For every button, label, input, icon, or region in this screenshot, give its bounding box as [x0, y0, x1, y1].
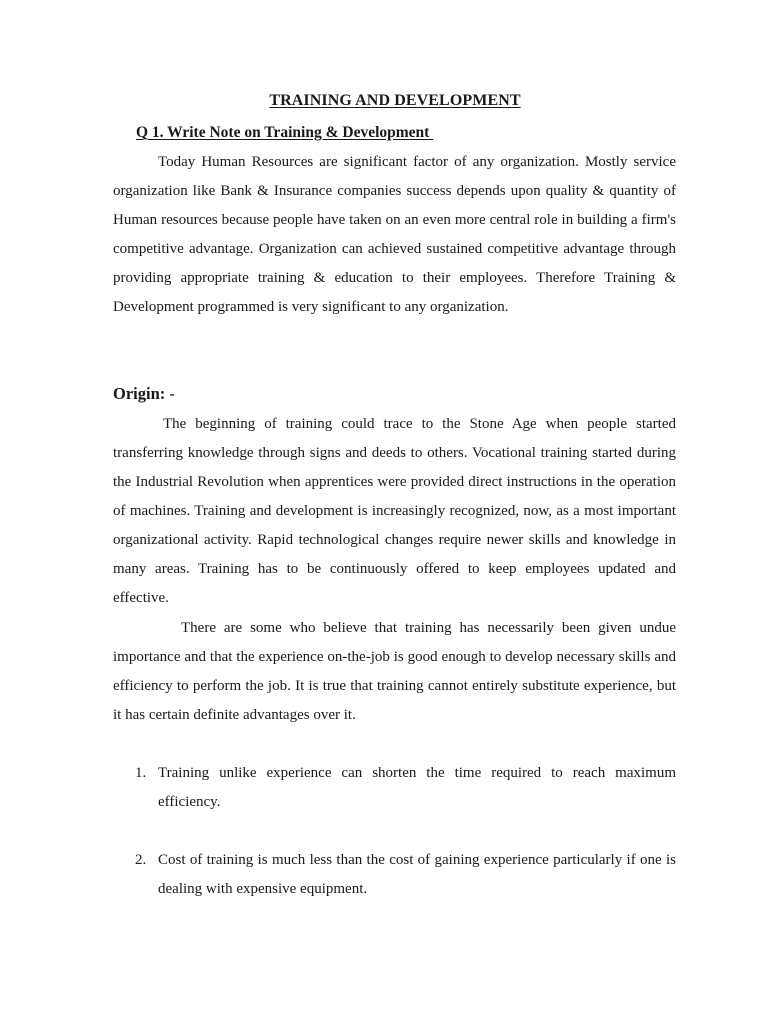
- origin-heading-suffix: -: [165, 384, 175, 403]
- list-item: [113, 846, 676, 904]
- origin-heading-label: Origin:: [113, 384, 166, 403]
- document-title: TRAINING AND DEVELOPMENT: [269, 92, 521, 109]
- origin-paragraph-1: The beginning of training could trace to the Stone Age when people started transferring knowledge through signs and deeds to others. Vocational training started during the Industrial Revolution when apprentices were provided direct instructions in the operation of machines. Training and development is increasingly recognized, now, as a most important organizational activity. Rapid technological changes require newer skills and knowledge in many areas. Training has to be continuously offered to keep employees updated and effective.: [113, 416, 676, 606]
- intro-paragraph: Today Human Resources are significant factor of any organization. Mostly service organization like Bank & Insurance companies success depends upon quality & quantity of Human resources because people have taken on an even more central role in building a firm's competitive advantage. Organization can achieved sustained competitive advantage through providing appropriate training & education to their employees. Therefore Training & Development programmed is very significant to any organization.: [113, 154, 676, 315]
- origin-heading: [113, 384, 175, 404]
- question-heading: Q 1. Write Note on Training & Development: [136, 124, 434, 141]
- list-item-number: 2.: [135, 852, 147, 868]
- origin-paragraph-2: There are some who believe that training has necessarily been given undue importance and that the experience on-the-job is good enough to develop necessary skills and efficiency to perform the job. It is true that training cannot entirely substitute experience, but it has certain definite advantages over it.: [113, 620, 676, 723]
- list-item-text: Training unlike experience can shorten the time required to reach maximum efficiency.: [158, 765, 676, 810]
- list-item-text: Cost of training is much less than the cost of gaining experience particularly if one is dealing with expensive equipment.: [158, 852, 676, 897]
- list-item-number: 1.: [135, 765, 147, 781]
- list-item: [113, 759, 676, 817]
